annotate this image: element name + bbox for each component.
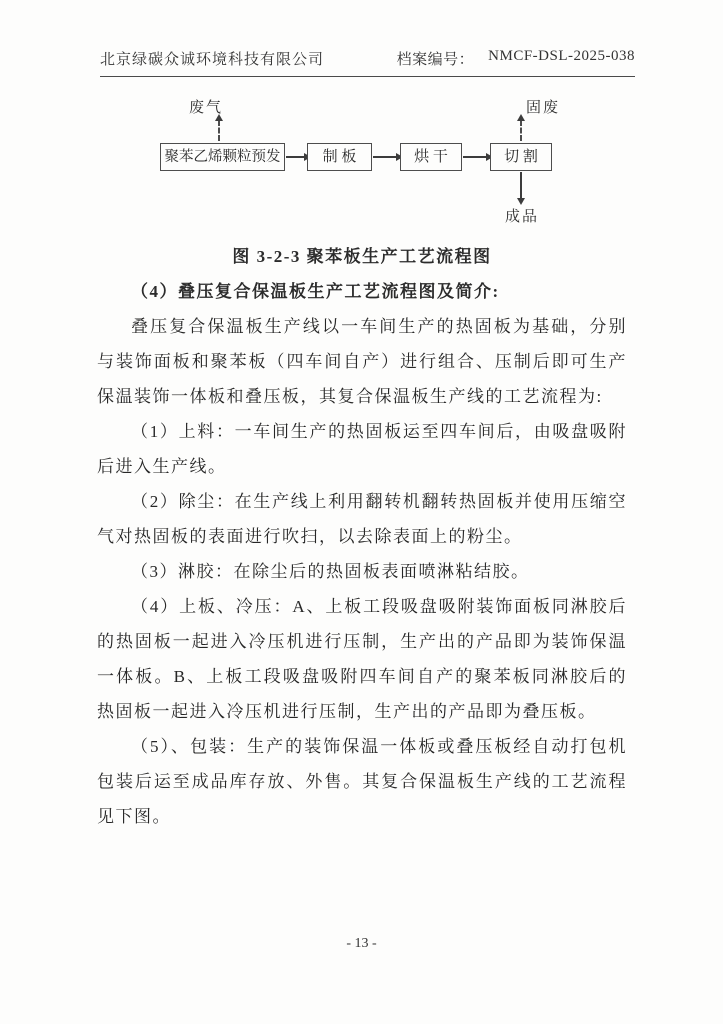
paragraph-step-5-packaging: （5）、包装：生产的装饰保温一体板或叠压板经自动打包机包装后运至成品库存放、外售。其复合保温板生产线的工艺流程见下图。 [97,737,627,826]
waste-gas-label: 废气 [189,100,224,116]
arrow-up-icon [517,114,525,121]
product-label: 成品 [505,209,540,225]
arrow-down-icon [517,198,525,205]
flow-box-drying: 烘 干 [400,143,462,171]
product-arrow [520,172,522,199]
figure-caption: 图 3-2-3 聚苯板生产工艺流程图 [232,247,492,266]
company-name: 北京绿碳众诚环境科技有限公司 [100,52,325,68]
solid-waste-dashed-arrow [520,120,522,141]
arrow-up-icon [215,114,223,121]
archive-number-group [397,48,635,69]
flow-box-board-making: 制 板 [307,143,372,171]
section-heading: （4）叠压复合保温板生产工艺流程图及简介: [131,282,500,301]
flow-arrow-2 [373,156,397,158]
flow-arrow-1 [286,156,305,158]
paragraph-intro: 叠压复合保温板生产线以一车间生产的热固板为基础，分别与装饰面板和聚苯板（四车间自产）进行组合、压制后即可生产保温装饰一体板和叠压板，其复合保温板生产线的工艺流程为: [97,317,627,406]
flow-box-polystyrene-pre-expansion: 聚苯乙烯颗粒预发 [160,143,285,171]
solid-waste-label: 固废 [526,100,561,116]
paragraph-step-4-pressing: （4）上板、冷压：A、上板工段吸盘吸附装饰面板同淋胶后的热固板一起进入冷压机进行压制，生产出的产品即为装饰保温一体板。B、上板工段吸盘吸附四车间自产的聚苯板同淋胶后的热固板一起进入冷压机进行压制，生产出的产品即为叠压板。 [97,597,627,721]
archive-number-value: NMCF-DSL-2025-038 [488,48,635,64]
flow-arrow-3 [463,156,487,158]
flow-box-cutting: 切 割 [490,143,552,171]
process-flowchart [97,93,627,233]
body-text [97,309,627,834]
paragraph-step-2-dedusting: （2）除尘：在生产线上利用翻转机翻转热固板并使用压缩空气对热固板的表面进行吹扫，以去除表面上的粉尘。 [97,492,627,546]
paragraph-step-1-loading: （1）上料：一车间生产的热固板运至四车间后，由吸盘吸附后进入生产线。 [97,422,627,476]
page-number: - 13 - [346,936,377,951]
archive-number-label: 档案编号： [396,52,475,68]
waste-gas-dashed-arrow [218,120,220,141]
page-header [100,48,635,77]
paragraph-step-3-glue-spraying: （3）淋胶：在除尘后的热固板表面喷淋粘结胶。 [131,562,530,581]
